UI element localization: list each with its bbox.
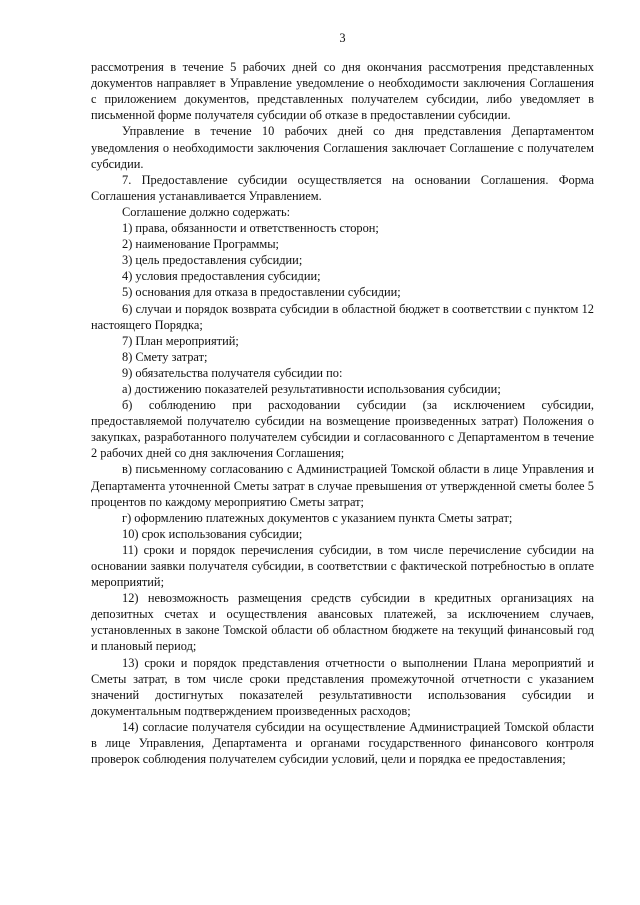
- paragraph: б) соблюдению при расходовании субсидии (за исключением субсидии, предоставляемой получателю субсидии на возмещение произведенных затрат) Положения о закупках, разработанного получателем субсидии и согласованного с Департаментом в течение 2 рабочих дней со дня заключения Соглашения;: [91, 398, 594, 461]
- paragraph: Соглашение должно содержать:: [122, 204, 291, 219]
- paragraph: 10) срок использования субсидии;: [122, 526, 303, 541]
- page-number: 3: [339, 31, 346, 45]
- paragraph: 12) невозможность размещения средств субсидии в кредитных организациях на депозитных счетах и осуществления авансовых платежей, за исключением случаев, установленных в законе Томской области об областном бюджете на текущий финансовый год и плановый период;: [91, 591, 594, 654]
- paragraph: 4) условия предоставления субсидии;: [122, 269, 321, 284]
- paragraph: 13) сроки и порядок представления отчетности о выполнении Плана мероприятий и Сметы затрат, в том числе сроки представления промежуточной отчетности с указанием значений достигнутых показателей результативности использования субсидии и документальным подтверждением произведенных расходов;: [91, 655, 594, 718]
- paragraph: 6) случаи и порядок возврата субсидии в областной бюджет в соответствии с пунктом 12 настоящего Порядка;: [91, 301, 594, 332]
- paragraph: 7) План мероприятий;: [122, 333, 239, 348]
- paragraph: г) оформлению платежных документов с указанием пункта Сметы затрат;: [122, 510, 513, 525]
- paragraph: Управление в течение 10 рабочих дней со дня представления Департаментом уведомления о необходимости заключения Соглашения заключает Соглашение с получателем субсидии.: [91, 124, 594, 171]
- paragraph: 7. Предоставление субсидии осуществляется на основании Соглашения. Форма Соглашения устанавливается Управлением.: [91, 172, 594, 203]
- paragraph: в) письменному согласованию с Администрацией Томской области в лице Управления и Департамента уточненной Сметы затрат в случае превышения от утвержденной сметы более 5 процентов по каждому мероприятию Сметы затрат;: [91, 462, 594, 509]
- paragraph: рассмотрения в течение 5 рабочих дней со дня окончания рассмотрения представленных документов направляет в Управление уведомление о необходимости заключения Соглашения с приложением документов, представленных получателем субсидии, либо уведомляет в письменной форме получателя субсидии об отказе в предоставлении субсидии.: [91, 60, 594, 123]
- paragraph: 5) основания для отказа в предоставлении субсидии;: [122, 285, 401, 300]
- paragraph: 2) наименование Программы;: [122, 237, 279, 252]
- paragraph: 8) Смету затрат;: [122, 349, 208, 364]
- paragraph: 14) согласие получателя субсидии на осуществление Администрацией Томской области в лице Управления, Департамента и органами государственного финансового контроля проверок соблюдения получателем субсидии условий, цели и порядка ее предоставления;: [91, 719, 594, 767]
- paragraph: 3) цель предоставления субсидии;: [122, 253, 303, 268]
- paragraph: 9) обязательства получателя субсидии по:: [122, 365, 343, 380]
- paragraph: 11) сроки и порядок перечисления субсидии, в том числе перечисление субсидии на основании заявки получателя субсидии, в соответствии с фактической потребностью в оплате мероприятий;: [91, 542, 594, 590]
- document-page: [91, 30, 594, 767]
- paragraph: 1) права, обязанности и ответственность сторон;: [122, 221, 379, 236]
- paragraph: а) достижению показателей результативности использования субсидии;: [122, 381, 501, 396]
- document-body: [91, 59, 594, 767]
